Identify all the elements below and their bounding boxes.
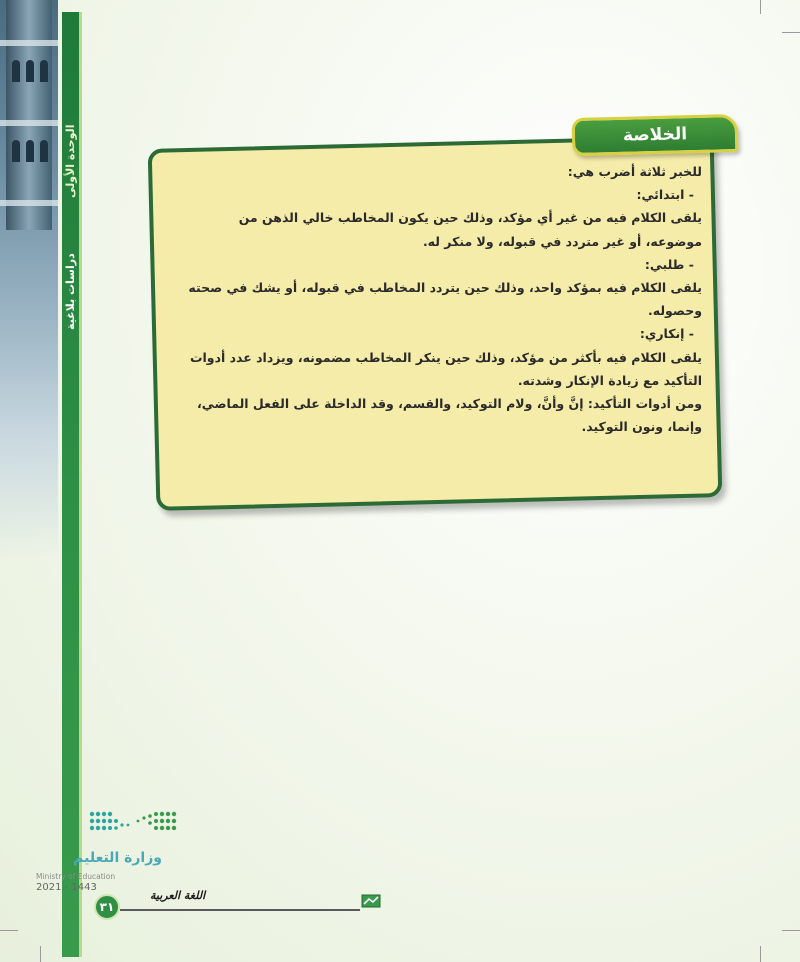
- footer-rule: [120, 909, 360, 911]
- summary-heading-request: - طلبي:: [644, 256, 694, 272]
- tower-shape: [6, 0, 52, 230]
- window: [12, 140, 20, 162]
- window: [40, 140, 48, 162]
- building-image: [0, 0, 58, 560]
- ledge: [0, 40, 58, 46]
- summary-heading-denial: - إنكاري:: [639, 326, 694, 342]
- unit-sidebar-edge: [79, 12, 82, 957]
- unit-label: الوحدة الأولى: [64, 124, 77, 198]
- crop-mark: [760, 946, 761, 962]
- summary-intro: للخبر ثلاثة أضرب هي:: [567, 164, 702, 179]
- summary-title: الخلاصة: [572, 114, 739, 156]
- summary-paragraph: يلقى الكلام فيه بأكثر من مؤكد، وذلك حين ينكر المخاطب مضمونه، ويزداد عدد أدوات التأكيد مع زيادة الإنكار وشدته.: [189, 349, 702, 388]
- book-icon: [361, 893, 381, 909]
- window: [12, 60, 20, 82]
- crop-mark: [760, 0, 761, 14]
- window: [26, 60, 34, 82]
- ministry-name-en: Ministry of Education: [36, 872, 116, 881]
- subject-name: اللغة العربية: [150, 889, 206, 902]
- ministry-name-ar: وزارة التعليم: [73, 850, 162, 866]
- window: [40, 60, 48, 82]
- crop-mark: [782, 32, 800, 33]
- crop-mark: [0, 930, 18, 931]
- window: [26, 140, 34, 162]
- topic-label: دراسات بلاغية: [64, 253, 77, 330]
- summary-text: [182, 160, 702, 438]
- ministry-logo-icon: [88, 810, 180, 844]
- edition-year: 2021 - 1443: [36, 882, 97, 893]
- summary-paragraph: يلقى الكلام فيه بمؤكد واحد، وذلك حين يتردد المخاطب في قبوله، أو يشك في صحته وحصوله.: [188, 280, 702, 319]
- summary-tools: ومن أدوات التأكيد: إنَّ وأنَّ، ولام التوكيد، والقسم، وقد الداخلة على الفعل الماضي، وإنما، ونون التوكيد.: [197, 396, 702, 435]
- ledge: [0, 200, 58, 206]
- page-number: ٣١: [94, 894, 120, 920]
- summary-heading-initial: - ابتدائي:: [636, 187, 694, 203]
- crop-mark: [40, 946, 41, 962]
- summary-paragraph: يلقى الكلام فيه من غير أي مؤكد، وذلك حين يكون المخاطب خالي الذهن من موضوعه، أو غير متردد في قبوله، ولا منكر له.: [238, 210, 702, 249]
- crop-mark: [782, 930, 800, 931]
- ledge: [0, 120, 58, 126]
